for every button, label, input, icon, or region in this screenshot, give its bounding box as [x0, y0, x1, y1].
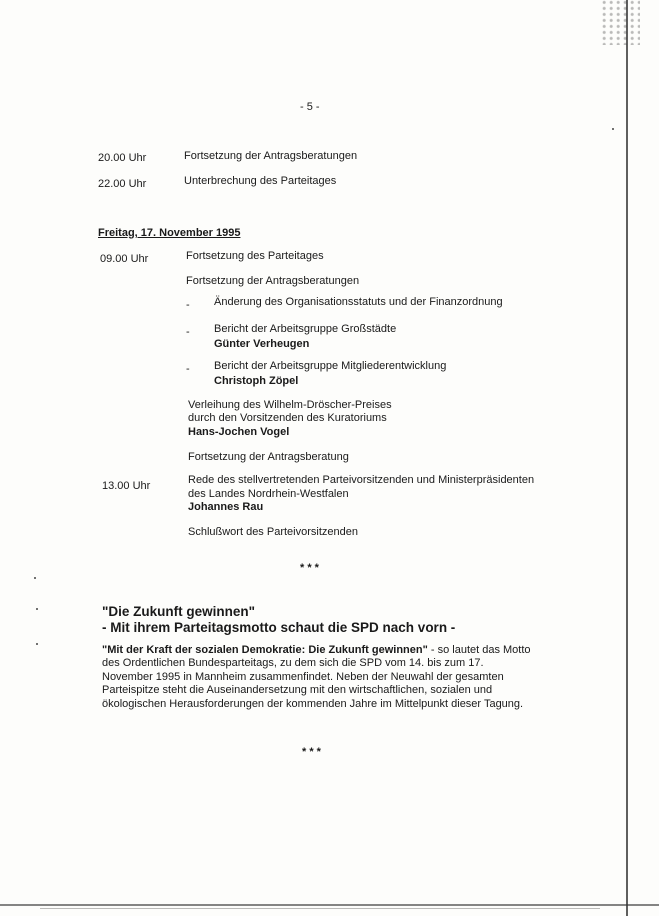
item-dash: -	[186, 363, 190, 375]
separator: * * *	[300, 562, 319, 574]
page-number: - 5 -	[300, 101, 320, 113]
article-subtitle: - Mit ihrem Parteitagsmotto schaut die SPD nach vorn -	[102, 620, 456, 635]
award-name: Hans-Jochen Vogel	[188, 426, 290, 438]
item-speaker: Günter Verheugen	[214, 338, 310, 350]
article-lead: "Mit der Kraft der sozialen Demokratie: Die Zukunft gewinnen"	[102, 644, 428, 656]
block-line: Fortsetzung der Antragsberatungen	[186, 275, 360, 287]
item-dash: -	[186, 326, 190, 338]
block-time: 09.00 Uhr	[100, 253, 149, 265]
block-line: Fortsetzung der Antragsberatung	[188, 451, 349, 463]
item-speaker: Christoph Zöpel	[214, 375, 299, 387]
scan-edge-bottom	[0, 904, 659, 906]
day-heading: Freitag, 17. November 1995	[98, 227, 241, 239]
item-dash: -	[186, 299, 190, 311]
separator: * * *	[302, 746, 321, 758]
scan-edge-bottom-2	[40, 908, 600, 909]
speck	[612, 128, 614, 130]
block-time: 13.00 Uhr	[102, 480, 151, 492]
scan-edge-right	[626, 0, 628, 916]
item-text: Bericht der Arbeitsgruppe Großstädte	[214, 323, 397, 335]
item-text: Änderung des Organisationsstatuts und der Finanzordnung	[214, 296, 503, 308]
schedule-time: 20.00 Uhr	[98, 152, 147, 164]
award-line: Verleihung des Wilhelm-Dröscher-Preises	[188, 399, 392, 411]
block-line: Fortsetzung des Parteitages	[186, 250, 324, 262]
block-line: Schlußwort des Parteivorsitzenden	[188, 526, 358, 538]
award-line: durch den Vorsitzenden des Kuratoriums	[188, 412, 387, 424]
block-line: Rede des stellvertretenden Parteivorsitzenden und Ministerpräsidenten	[188, 474, 535, 486]
speck	[34, 577, 36, 579]
speaker-name: Johannes Rau	[188, 501, 264, 513]
speck	[36, 643, 38, 645]
article-title: "Die Zukunft gewinnen"	[102, 604, 256, 619]
scan-noise	[600, 0, 640, 45]
article-body: - so lautet das Motto des Ordentlichen Bundesparteitags, zu dem sich die SPD vom 14. bis zum 17. November 1995 in Mannheim zusammenfindet. Neben der Neuwahl der gesamten Parteispitze steht die Auseinandersetzung mit den wirtschaftlichen, sozialen und ökologischen Herausforderungen der kommenden Jahre im Mittelpunkt dieser Tagung.	[102, 644, 531, 710]
article-paragraph	[102, 644, 532, 711]
schedule-text: Unterbrechung des Parteitages	[184, 175, 337, 187]
block-line: des Landes Nordrhein-Westfalen	[188, 488, 349, 500]
schedule-time: 22.00 Uhr	[98, 178, 147, 190]
item-text: Bericht der Arbeitsgruppe Mitgliederentwicklung	[214, 360, 447, 372]
speck	[36, 608, 38, 610]
schedule-text: Fortsetzung der Antragsberatungen	[184, 150, 358, 162]
